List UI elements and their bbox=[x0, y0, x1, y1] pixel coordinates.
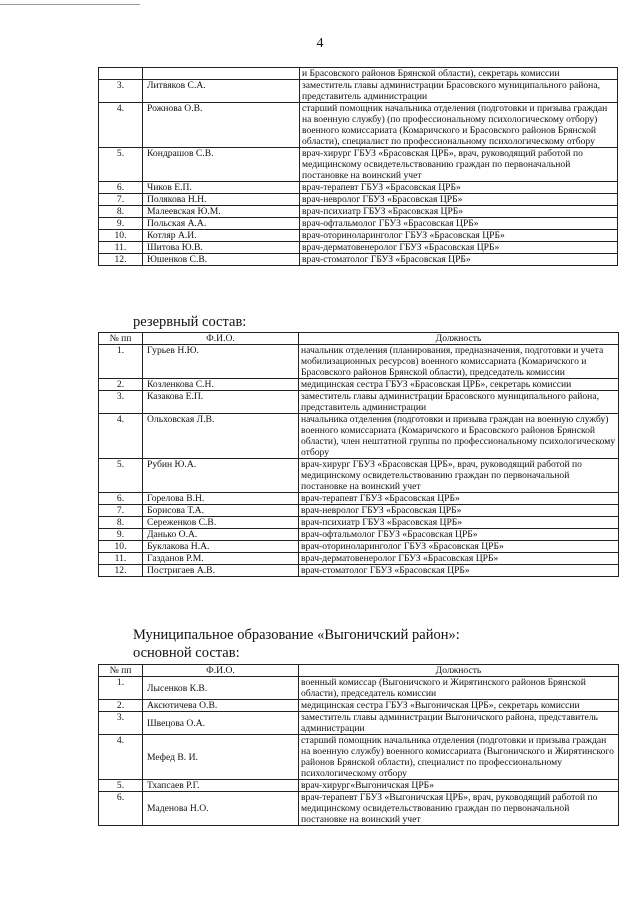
table-header-row bbox=[99, 333, 619, 345]
table-row bbox=[99, 230, 618, 242]
cell-fio: Рубин Ю.А. bbox=[143, 459, 299, 493]
table-row bbox=[99, 103, 618, 148]
table-row bbox=[99, 505, 619, 517]
table-row bbox=[99, 391, 619, 414]
cell-fio: Постригаев А.В. bbox=[143, 565, 299, 577]
cell-position: старший помощник начальника отделения (подготовки и призыва граждан на военную службу) военного комиссариата (Выгоничского и Жирятинского районов Брянской области), специалист по профессиональному психологическому отбору bbox=[299, 735, 619, 780]
cell-position: медицинская сестра ГБУЗ «Брасовская ЦРБ», секретарь комиссии bbox=[299, 379, 619, 391]
cell-fio: Лысенков К.В. bbox=[143, 677, 299, 700]
cell-number: 10. bbox=[99, 541, 143, 553]
header-num: № пп bbox=[99, 665, 143, 677]
table-row bbox=[99, 541, 619, 553]
cell-fio: Юшенков С.В. bbox=[143, 254, 300, 266]
cell-position: врач-дерматовенеролог ГБУЗ «Брасовская ЦРБ» bbox=[299, 553, 619, 565]
cell-fio bbox=[143, 68, 300, 80]
table-row bbox=[99, 735, 619, 780]
table-row bbox=[99, 254, 618, 266]
table-main-vygonichsky bbox=[98, 664, 619, 826]
cell-fio: Маденова Н.О. bbox=[143, 792, 299, 826]
table-row bbox=[99, 242, 618, 254]
cell-number bbox=[99, 68, 143, 80]
table-body bbox=[99, 345, 619, 577]
table-row bbox=[99, 194, 618, 206]
cell-number: 3. bbox=[99, 80, 143, 103]
cell-number: 1. bbox=[99, 677, 143, 700]
cell-position: старший помощник начальника отделения (подготовки и призыва граждан на военную службу) (по профессиональному психологическому отбору) военного комиссариата (Комаричского и Брасовского районов Брянской области), специалист по профессиональному психологическому отбору bbox=[300, 103, 618, 148]
cell-fio: Литвяков С.А. bbox=[143, 80, 300, 103]
cell-position: врач-оториноларинголог ГБУЗ «Брасовская ЦРБ» bbox=[300, 230, 618, 242]
cell-position: врач-дерматовенеролог ГБУЗ «Брасовская ЦРБ» bbox=[300, 242, 618, 254]
cell-position: заместитель главы администрации Брасовского муниципального района, представитель администрации bbox=[299, 391, 619, 414]
cell-position: врач-невролог ГБУЗ «Брасовская ЦРБ» bbox=[299, 505, 619, 517]
table-row bbox=[99, 206, 618, 218]
header-num: № пп bbox=[99, 333, 143, 345]
table-row bbox=[99, 218, 618, 230]
heading-main-composition: основной состав: bbox=[133, 645, 240, 661]
cell-position: врач-хирург ГБУЗ «Брасовская ЦРБ», врач, руководящий работой по медицинскому освидетельствованию граждан по первоначальной постановке на воинский учет bbox=[299, 459, 619, 493]
cell-number: 7. bbox=[99, 505, 143, 517]
cell-number: 6. bbox=[99, 792, 143, 826]
cell-fio: Польская А.А. bbox=[143, 218, 300, 230]
table-row bbox=[99, 780, 619, 792]
table-header-row bbox=[99, 665, 619, 677]
cell-position: врач-терапевт ГБУЗ «Брасовская ЦРБ» bbox=[300, 182, 618, 194]
cell-number: 5. bbox=[99, 459, 143, 493]
cell-position: врач-офтальмолог ГБУЗ «Брасовская ЦРБ» bbox=[299, 529, 619, 541]
table-row bbox=[99, 148, 618, 182]
cell-number: 2. bbox=[99, 700, 143, 712]
cell-position: врач-стоматолог ГБУЗ «Брасовская ЦРБ» bbox=[299, 565, 619, 577]
header-fio: Ф.И.О. bbox=[143, 665, 299, 677]
table-row bbox=[99, 68, 618, 80]
table-row bbox=[99, 553, 619, 565]
table-row bbox=[99, 345, 619, 379]
table-row bbox=[99, 459, 619, 493]
cell-number: 4. bbox=[99, 414, 143, 459]
cell-number: 9. bbox=[99, 218, 143, 230]
table-row bbox=[99, 379, 619, 391]
cell-position: врач-терапевт ГБУЗ «Выгоничская ЦРБ», врач, руководящий работой по медицинскому освидетельствованию граждан по первоначальной постановке на воинский учет bbox=[299, 792, 619, 826]
cell-number: 1. bbox=[99, 345, 143, 379]
cell-position: врач-невролог ГБУЗ «Брасовская ЦРБ» bbox=[300, 194, 618, 206]
cell-fio: Ольховская Л.В. bbox=[143, 414, 299, 459]
cell-number: 7. bbox=[99, 194, 143, 206]
cell-fio: Гурьев Н.Ю. bbox=[143, 345, 299, 379]
table-row bbox=[99, 493, 619, 505]
cell-fio: Буклакова Н.А. bbox=[143, 541, 299, 553]
cell-position: врач-стоматолог ГБУЗ «Брасовская ЦРБ» bbox=[300, 254, 618, 266]
cell-fio: Казакова Е.П. bbox=[143, 391, 299, 414]
cell-position: медицинская сестра ГБУЗ «Выгоничская ЦРБ», секретарь комиссии bbox=[299, 700, 619, 712]
cell-number: 5. bbox=[99, 148, 143, 182]
table-main-brasovsky-continued bbox=[98, 67, 618, 266]
header-fio: Ф.И.О. bbox=[143, 333, 299, 345]
cell-number: 12. bbox=[99, 254, 143, 266]
cell-fio: Данько О.А. bbox=[143, 529, 299, 541]
cell-fio: Швецова О.А. bbox=[143, 712, 299, 735]
cell-number: 6. bbox=[99, 493, 143, 505]
heading-reserve-composition: резервный состав: bbox=[133, 314, 247, 330]
table-reserve-brasovsky bbox=[98, 332, 619, 577]
header-position: Должность bbox=[299, 333, 619, 345]
cell-fio: Газданов Р.М. bbox=[143, 553, 299, 565]
cell-position: врач-хирург ГБУЗ «Брасовская ЦРБ», врач, руководящий работой по медицинскому освидетельствованию граждан по первоначальной постановке на воинский учет bbox=[300, 148, 618, 182]
cell-number: 11. bbox=[99, 553, 143, 565]
cell-fio: Полякова Н.Н. bbox=[143, 194, 300, 206]
cell-position: начальник отделения (планирования, предназначения, подготовки и учета мобилизационных ресурсов) военного комиссариата (Комаричского и Брасовского районов Брянской области), председатель комиссии bbox=[299, 345, 619, 379]
cell-position: врач-офтальмолог ГБУЗ «Брасовская ЦРБ» bbox=[300, 218, 618, 230]
cell-fio: Сереженков С.В. bbox=[143, 517, 299, 529]
cell-fio: Шитова Ю.В. bbox=[143, 242, 300, 254]
table-row bbox=[99, 182, 618, 194]
cell-fio: Тхапсаев Р.Г. bbox=[143, 780, 299, 792]
header-position: Должность bbox=[299, 665, 619, 677]
cell-position: и Брасовского районов Брянской области), секретарь комиссии bbox=[300, 68, 618, 80]
table-row bbox=[99, 700, 619, 712]
cell-position: врач-оториноларинголог ГБУЗ «Брасовская ЦРБ» bbox=[299, 541, 619, 553]
cell-position: врач-терапевт ГБУЗ «Брасовская ЦРБ» bbox=[299, 493, 619, 505]
cell-number: 3. bbox=[99, 391, 143, 414]
cell-number: 8. bbox=[99, 517, 143, 529]
cell-fio: Горелова В.Н. bbox=[143, 493, 299, 505]
table-row bbox=[99, 414, 619, 459]
table-row bbox=[99, 80, 618, 103]
cell-position: заместитель главы администрации Брасовского муниципального района, представитель администрации bbox=[300, 80, 618, 103]
cell-fio: Борисова Т.А. bbox=[143, 505, 299, 517]
cell-fio: Рожнова О.В. bbox=[143, 103, 300, 148]
cell-number: 5. bbox=[99, 780, 143, 792]
table-row bbox=[99, 712, 619, 735]
cell-position: начальника отделения (подготовки и призыва граждан на военную службу) военного комиссариата (Комаричского и Брасовского районов Брянской области), член нештатной группы по профессиональному психологическому отбору bbox=[299, 414, 619, 459]
cell-number: 9. bbox=[99, 529, 143, 541]
cell-number: 12. bbox=[99, 565, 143, 577]
cell-number: 11. bbox=[99, 242, 143, 254]
cell-position: врач-психиатр ГБУЗ «Брасовская ЦРБ» bbox=[300, 206, 618, 218]
heading-municipality: Муниципальное образование «Выгоничский район»: bbox=[133, 627, 460, 643]
cell-position: врач-хирург«Выгоничская ЦРБ» bbox=[299, 780, 619, 792]
cell-number: 4. bbox=[99, 103, 143, 148]
cell-fio: Малеевская Ю.М. bbox=[143, 206, 300, 218]
cell-position: военный комиссар (Выгоничского и Жирятинского районов Брянской области), председатель комиссии bbox=[299, 677, 619, 700]
top-rule bbox=[0, 4, 140, 5]
cell-fio: Котляр А.И. bbox=[143, 230, 300, 242]
table-row bbox=[99, 677, 619, 700]
table-body bbox=[99, 677, 619, 826]
cell-fio: Козленкова С.Н. bbox=[143, 379, 299, 391]
cell-number: 6. bbox=[99, 182, 143, 194]
page-number: 4 bbox=[316, 36, 324, 51]
table-row bbox=[99, 792, 619, 826]
cell-fio: Кондрашов С.В. bbox=[143, 148, 300, 182]
cell-position: заместитель главы администрации Выгоничского района, представитель администрации bbox=[299, 712, 619, 735]
table-row bbox=[99, 565, 619, 577]
table-row bbox=[99, 529, 619, 541]
cell-fio: Мефед В. И. bbox=[143, 735, 299, 780]
cell-fio: Аксютичева О.В. bbox=[143, 700, 299, 712]
cell-fio: Чиков Е.П. bbox=[143, 182, 300, 194]
cell-number: 10. bbox=[99, 230, 143, 242]
cell-number: 2. bbox=[99, 379, 143, 391]
cell-number: 8. bbox=[99, 206, 143, 218]
table-body bbox=[99, 68, 618, 266]
cell-number: 3. bbox=[99, 712, 143, 735]
table-row bbox=[99, 517, 619, 529]
cell-number: 4. bbox=[99, 735, 143, 780]
cell-position: врач-психиатр ГБУЗ «Брасовская ЦРБ» bbox=[299, 517, 619, 529]
